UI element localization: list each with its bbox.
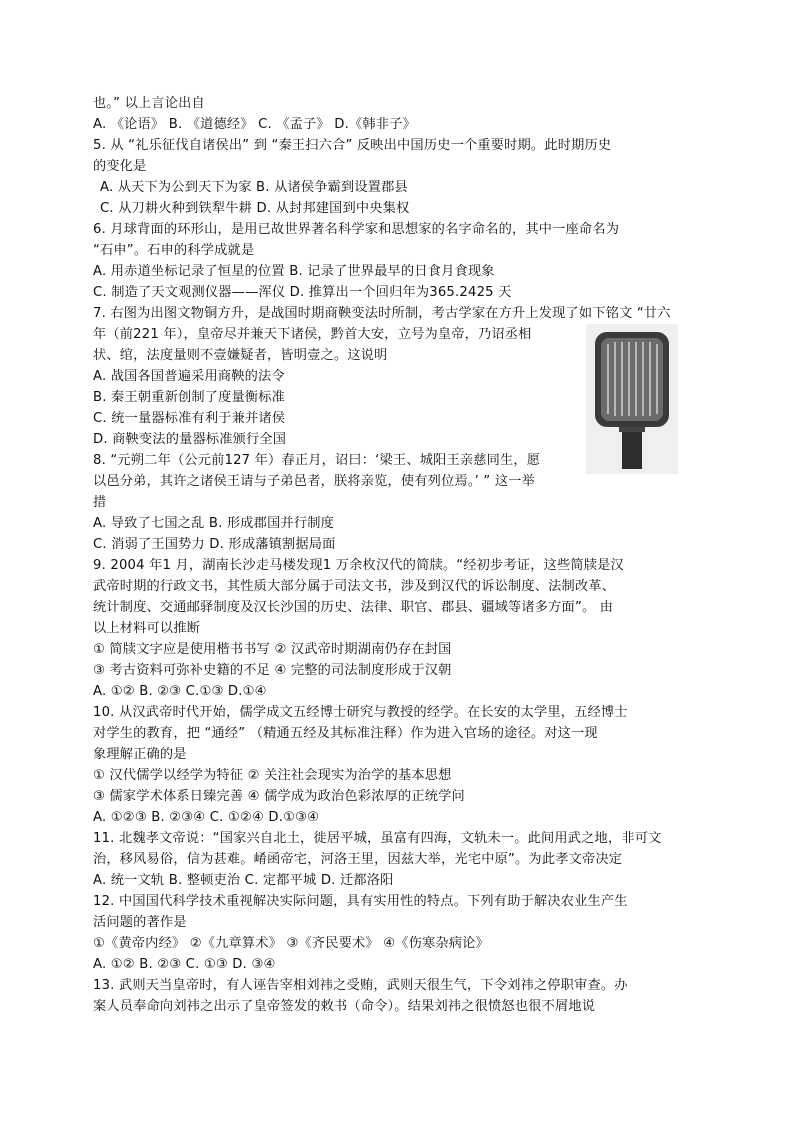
- q10-options: A. ①②③ B. ②③④ C. ①②④ D.①③④: [93, 810, 320, 825]
- q10-stem: 对学生的教育，把 “通经” （精通五经及其标准注释）作为进入官场的途径。对这一现: [93, 726, 598, 741]
- q5-stem: 5. 从 “礼乐征伐自诸侯出” 到 “秦王扫六合” 反映出中国历史一个重要时期。此时期历史: [93, 138, 612, 153]
- q8-options: A. 导致了七国之乱 B. 形成郡国并行制度: [93, 516, 335, 531]
- q7-stem: 7. 右图为出图文物铜方升，是战国时期商鞅变法时所制，考古学家在方升上发现了如下铭文 “廿六: [93, 306, 671, 321]
- q12-stem: 活问题的著作是: [93, 915, 187, 930]
- q9-stem: 9. 2004 年1 月，湖南长沙走马楼发现1 万余枚汉代的简牍。“经初步考证，这些简牍是汉: [93, 558, 624, 573]
- q8-stem: 8. “元朔二年（公元前127 年）春正月，诏曰：‘梁王、城阳王亲慈同生，愿: [93, 453, 541, 468]
- q9-options: A. ①② B. ②③ C.①③ D.①④: [93, 684, 267, 699]
- q6-options: C. 制造了天文观测仪器——浑仪 D. 推算出一个回归年为365.2425 天: [93, 285, 512, 300]
- q7-stem: 年（前221 年），皇帝尽并兼天下诸侯，黔首大安，立号为皇帝，乃诏丞相: [93, 327, 532, 342]
- q7-option: B. 秦王朝重新创制了度量衡标准: [93, 390, 286, 405]
- q9-statements: ③ 考古资料可弥补史籍的不足 ④ 完整的司法制度形成于汉朝: [93, 663, 452, 678]
- q8-options: C. 消弱了王国势力 D. 形成藩镇割据局面: [93, 537, 336, 552]
- q13-stem: 13. 武则天当皇帝时，有人诬告宰相刘祎之受贿，武则天很生气，下令刘祎之停职审查。办: [93, 978, 628, 993]
- q8-stem: 措: [93, 495, 107, 510]
- q11-stem: 11. 北魏孝文帝说：“国家兴自北土，徙居平城，虽富有四海，文轨未一。此间用武之地，非可文: [93, 831, 662, 846]
- q9-stem: 以上材料可以推断: [93, 621, 201, 636]
- q9-stem: 武帝时期的行政文书，其性质大部分属于司法文书，涉及到汉代的诉讼制度、法制改革、: [93, 579, 616, 594]
- q5-stem: 的变化是: [93, 159, 147, 174]
- q6-options: A. 用赤道坐标记录了恒星的位置 B. 记录了世界最早的日食月食现象: [93, 264, 495, 279]
- q7-option: A. 战国各国普遍采用商鞅的法令: [93, 369, 285, 384]
- bronze-square-sheng-photo: [586, 324, 678, 474]
- q8-stem: 以邑分弟，其许之诸侯王请与子弟邑者，朕将亲览，使有列位焉。’ ” 这一举: [93, 474, 536, 489]
- q9-statements: ① 简牍文字应是使用楷书书写 ② 汉武帝时期湖南仍存在封国: [93, 642, 452, 657]
- text-line: 也。” 以上言论出自: [93, 96, 205, 111]
- q7-option: D. 商鞅变法的量器标准颁行全国: [93, 432, 287, 447]
- q10-stem: 10. 从汉武帝时代开始，儒学成文五经博士研究与教授的经学。在长安的太学里，五经博士: [93, 705, 628, 720]
- q5-options: C. 从刀耕火种到铁犁牛耕 D. 从封邦建国到中央集权: [100, 201, 410, 216]
- q6-stem: “石申”。石申的科学成就是: [93, 243, 255, 258]
- q6-stem: 6. 月球背面的环形山，是用已故世界著名科学家和思想家的名字命名的，其中一座命名为: [93, 222, 620, 237]
- q13-stem: 案人员奉命向刘祎之出示了皇帝签发的敕书（命令）。结果刘祎之很愤怒也很不屑地说: [93, 999, 596, 1014]
- q11-stem: 治，移风易俗，信为甚难。崤函帝宅，河洛王里，因兹大举，光宅中原”。为此孝文帝决定: [93, 852, 623, 867]
- q7-stem: 状、绾，法度量则不壹嫌疑者，皆明壹之。这说明: [93, 348, 388, 363]
- q10-stem: 象理解正确的是: [93, 747, 187, 762]
- q5-options: A. 从天下为公到天下为家 B. 从诸侯争霸到设置郡县: [100, 180, 408, 195]
- q7-option: C. 统一量器标准有利于兼并诸侯: [93, 411, 286, 426]
- q12-options: A. ①② B. ②③ C. ①③ D. ③④: [93, 957, 276, 972]
- q9-stem: 统计制度、交通邮驿制度及汉长沙国的历史、法律、职官、郡县、疆域等诸多方面”。 由: [93, 600, 614, 615]
- q10-statements: ③ 儒家学术体系日臻完善 ④ 儒学成为政治色彩浓厚的正统学问: [93, 789, 465, 804]
- q11-options: A. 统一文轨 B. 整顿吏治 C. 定都平城 D. 迁都洛阳: [93, 873, 394, 888]
- q12-statements: ①《黄帝内经》 ②《九章算术》 ③《齐民要术》 ④《伤寒杂病论》: [93, 936, 489, 951]
- q12-stem: 12. 中国国代科学技术重视解决实际问题，具有实用性的特点。下列有助于解决农业生产生: [93, 894, 628, 909]
- q4-options: A. 《论语》 B. 《道德经》 C. 《孟子》 D.《韩非子》: [93, 117, 416, 132]
- q10-statements: ① 汉代儒学以经学为特征 ② 关注社会现实为治学的基本思想: [93, 768, 452, 783]
